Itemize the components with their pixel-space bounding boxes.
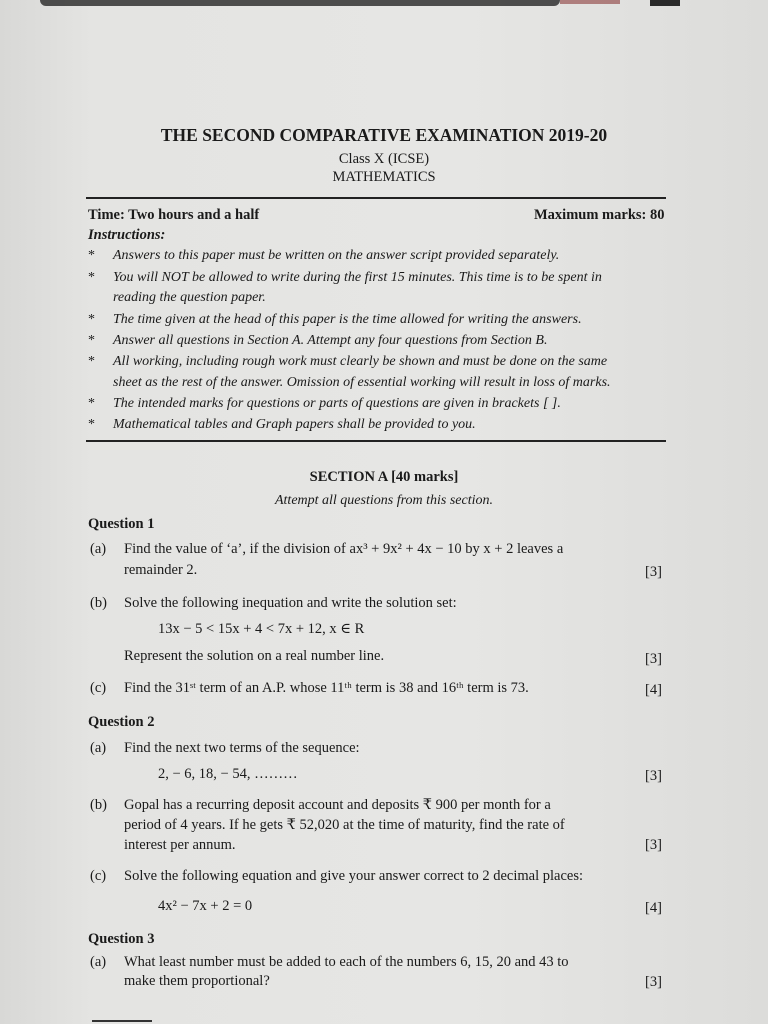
- header-rule-top: [86, 197, 666, 199]
- exam-subject: MATHEMATICS: [332, 169, 436, 185]
- question-text: Find the 31ˢᵗ term of an A.P. whose 11ᵗʰ term is 38 and 16ᵗʰ term is 73.: [124, 680, 529, 696]
- bullet-star: *: [88, 354, 95, 369]
- question-part-label: (a): [90, 954, 107, 970]
- marks-label: [3]: [645, 974, 662, 990]
- section-a-subheading: Attempt all questions from this section.: [274, 493, 494, 508]
- question-part-label: (b): [90, 595, 107, 611]
- question-part-label: (b): [90, 797, 107, 813]
- instruction-line: All working, including rough work must clearly be shown and must be done on the same: [113, 354, 608, 369]
- section-a-heading: SECTION A [40 marks]: [309, 469, 459, 485]
- question-part-label: (c): [90, 868, 107, 884]
- question-part-label: (c): [90, 680, 107, 696]
- marks-label: [4]: [645, 900, 662, 916]
- exam-title: THE SECOND COMPARATIVE EXAMINATION 2019-20: [160, 125, 608, 145]
- instruction-line: Answers to this paper must be written on the answer script provided separately.: [113, 248, 560, 263]
- question-part-label: (a): [90, 740, 107, 756]
- instruction-line: sheet as the rest of the answer. Omission of essential working will result in loss of marks.: [113, 375, 611, 390]
- question-text: Gopal has a recurring deposit account and deposits ₹ 900 per month for a: [124, 797, 551, 813]
- question-text: Find the next two terms of the sequence:: [124, 740, 360, 756]
- instructions-heading: Instructions:: [88, 227, 166, 243]
- question-text: Represent the solution on a real number line.: [124, 648, 385, 664]
- question-equation: 13x − 5 < 15x + 4 < 7x + 12, x ∈ R: [158, 621, 365, 637]
- question-1-heading: Question 1: [88, 516, 155, 532]
- question-text: interest per annum.: [124, 837, 236, 853]
- question-text: remainder 2.: [124, 562, 198, 578]
- bullet-star: *: [88, 312, 95, 327]
- question-text: Solve the following equation and give your answer correct to 2 decimal places:: [124, 868, 584, 884]
- footer-rule: [92, 1020, 152, 1022]
- bullet-star: *: [88, 396, 95, 411]
- instruction-line: reading the question paper.: [113, 290, 266, 305]
- top-edge-shadow: [0, 0, 768, 12]
- question-text: Solve the following inequation and write the solution set:: [124, 595, 457, 611]
- question-text: Find the value of ‘a’, if the division of ax³ + 9x² + 4x − 10 by x + 2 leaves a: [124, 541, 564, 557]
- bullet-star: *: [88, 248, 95, 263]
- marks-label: [3]: [645, 837, 662, 853]
- instruction-line: The time given at the head of this paper is the time allowed for writing the answers.: [113, 312, 582, 327]
- question-text: What least number must be added to each of the numbers 6, 15, 20 and 43 to: [124, 954, 569, 970]
- marks-label: [3]: [645, 651, 662, 667]
- question-equation: 4x² − 7x + 2 = 0: [158, 898, 253, 914]
- question-text: period of 4 years. If he gets ₹ 52,020 at the time of maturity, find the rate of: [124, 817, 565, 833]
- instruction-line: You will NOT be allowed to write during the first 15 minutes. This time is to be spent in: [113, 270, 602, 285]
- exam-time: Time: Two hours and a half: [88, 207, 260, 223]
- question-2-heading: Question 2: [88, 714, 155, 730]
- bullet-star: *: [88, 333, 95, 348]
- exam-class: Class X (ICSE): [338, 151, 430, 167]
- header-rule-bottom: [86, 440, 666, 442]
- instruction-line: The intended marks for questions or parts of questions are given in brackets [ ].: [113, 396, 561, 411]
- bullet-star: *: [88, 270, 95, 285]
- marks-label: [4]: [645, 682, 662, 698]
- question-text: make them proportional?: [124, 973, 270, 989]
- exam-max-marks: Maximum marks: 80: [534, 207, 665, 223]
- question-3-heading: Question 3: [88, 931, 155, 947]
- instruction-line: Answer all questions in Section A. Attempt any four questions from Section B.: [113, 333, 548, 348]
- bullet-star: *: [88, 417, 95, 432]
- question-equation: 2, − 6, 18, − 54, ………: [158, 766, 298, 782]
- marks-label: [3]: [645, 768, 662, 784]
- question-part-label: (a): [90, 541, 107, 557]
- marks-label: [3]: [645, 564, 662, 580]
- instruction-line: Mathematical tables and Graph papers shall be provided to you.: [113, 417, 476, 432]
